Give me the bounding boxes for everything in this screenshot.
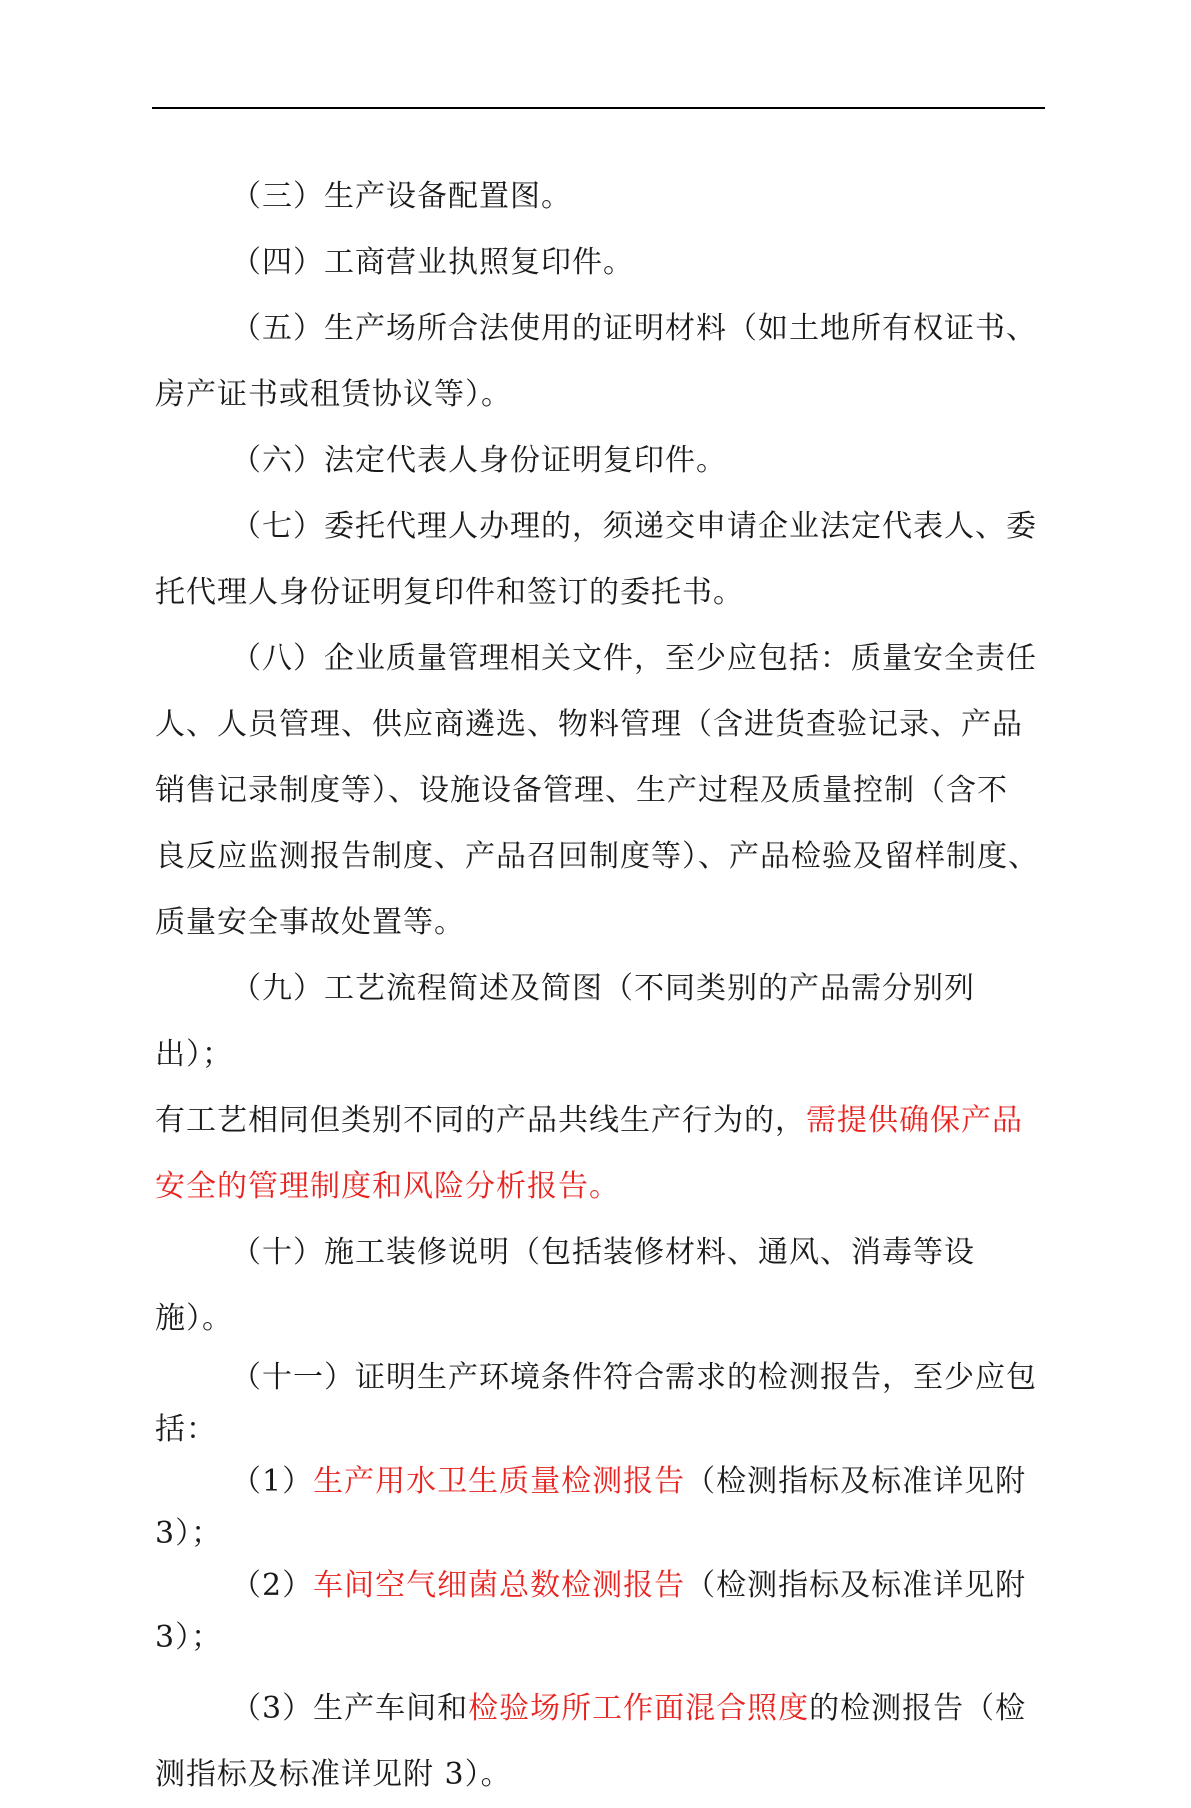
item-7-line-2: 托代理人身份证明复印件和签订的委托书。 bbox=[155, 575, 744, 610]
item-11-sub-1 bbox=[155, 1456, 1045, 1560]
item-5-line-2: 房产证书或租赁协议等）。 bbox=[155, 377, 512, 412]
item-11-sub-2-note: （检测指标及标准详见附 3）； bbox=[155, 1568, 1027, 1655]
item-7 bbox=[155, 494, 1045, 626]
item-6-text: （六）法定代表人身份证明复印件。 bbox=[231, 443, 727, 478]
item-11-sub-2-num: （2） bbox=[231, 1568, 314, 1603]
item-11 bbox=[155, 1352, 1045, 1456]
item-8 bbox=[155, 626, 1045, 956]
item-3-text: （三）生产设备配置图。 bbox=[231, 179, 572, 214]
item-8-line-1: （八）企业质量管理相关文件，至少应包括：质量安全责任 bbox=[231, 641, 1037, 676]
item-9-line-2-text: 有工艺相同但类别不同的产品共线生产行为的， bbox=[155, 1103, 806, 1138]
item-11-sub-3-suffix: 的检测报告（检 bbox=[809, 1691, 1027, 1726]
item-4 bbox=[155, 230, 1045, 296]
item-8-line-3: 销售记录制度等）、设施设备管理、生产过程及质量控制（含不 bbox=[155, 773, 1008, 808]
item-9-highlight-1: 需提供确保产品 bbox=[806, 1103, 1023, 1138]
item-6 bbox=[155, 428, 1045, 494]
item-11-text: （十一）证明生产环境条件符合需求的检测报告，至少应包括： bbox=[155, 1360, 1037, 1447]
item-5 bbox=[155, 296, 1045, 428]
item-10 bbox=[155, 1220, 1045, 1352]
item-9-line-2 bbox=[155, 1088, 1045, 1154]
item-11-sub-1-num: （1） bbox=[231, 1464, 314, 1499]
item-8-line-4: 良反应监测报告制度、产品召回制度等）、产品检验及留样制度、 bbox=[155, 839, 1039, 874]
item-9-highlight-2: 安全的管理制度和风险分析报告。 bbox=[155, 1169, 620, 1204]
item-3 bbox=[155, 164, 1045, 230]
item-11-sub-3-line-2: 测指标及标准详见附 3）。 bbox=[155, 1757, 512, 1792]
item-10-text: （十）施工装修说明（包括装修材料、通风、消毒等设施）。 bbox=[155, 1235, 975, 1336]
item-9 bbox=[155, 956, 1045, 1220]
item-11-sub-1-highlight: 生产用水卫生质量检测报告 bbox=[313, 1464, 686, 1499]
item-11-sub-3 bbox=[155, 1676, 1045, 1808]
item-9-line-1: （九）工艺流程简述及简图（不同类别的产品需分别列出）； bbox=[155, 971, 975, 1072]
document-body bbox=[155, 164, 1045, 1808]
item-5-line-1: （五）生产场所合法使用的证明材料（如土地所有权证书、 bbox=[231, 311, 1037, 346]
item-4-text: （四）工商营业执照复印件。 bbox=[231, 245, 634, 280]
item-11-sub-2 bbox=[155, 1560, 1045, 1664]
item-7-line-1: （七）委托代理人办理的，须递交申请企业法定代表人、委 bbox=[231, 509, 1037, 544]
item-11-sub-3-line-1 bbox=[155, 1676, 1045, 1742]
item-11-sub-3-prefix: （3）生产车间和 bbox=[231, 1691, 469, 1726]
item-8-line-2: 人、人员管理、供应商遴选、物料管理（含进货查验记录、产品 bbox=[155, 707, 1023, 742]
item-8-line-5: 质量安全事故处置等。 bbox=[155, 905, 465, 940]
item-11-sub-2-highlight: 车间空气细菌总数检测报告 bbox=[313, 1568, 686, 1603]
item-11-sub-3-highlight: 检验场所工作面混合照度 bbox=[468, 1691, 810, 1726]
header-rule bbox=[152, 107, 1045, 109]
item-11-sub-1-note: （检测指标及标准详见附 3）； bbox=[155, 1464, 1027, 1551]
